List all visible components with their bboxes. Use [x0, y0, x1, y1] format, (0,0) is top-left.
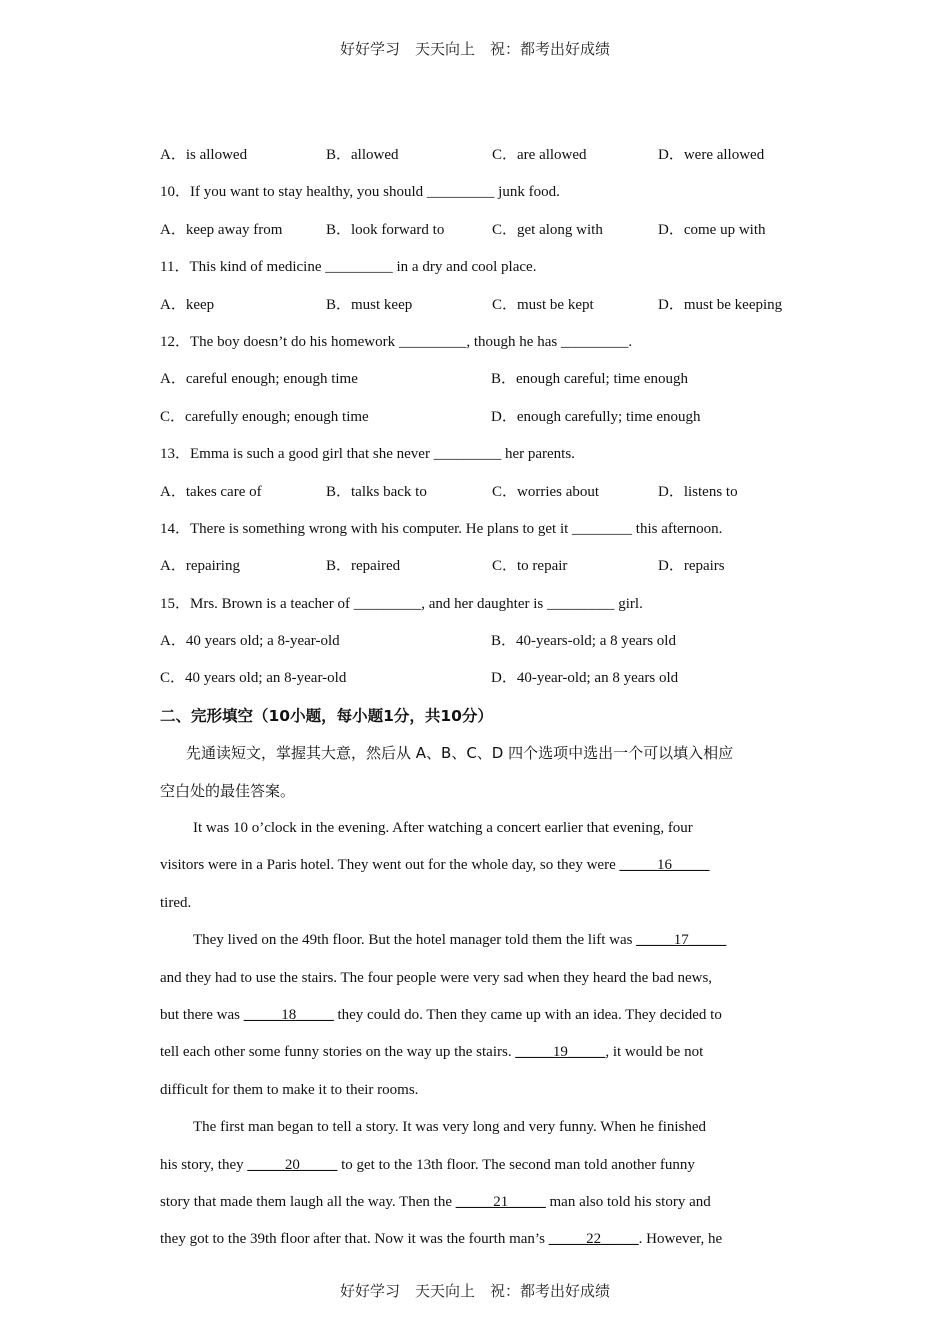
blank-21: _____21_____ [455, 1193, 546, 1210]
q12-stem: 12．The boy doesn’t do his homework _________, though he has _________. [160, 333, 633, 350]
option-c: C．carefully enough; enough time [160, 408, 369, 425]
blank-22: _____22_____ [548, 1231, 639, 1248]
option-b: B．repaired [326, 558, 401, 575]
page-header: 好好学习 天天向上 祝：都考出好成绩 [339, 40, 610, 58]
option-a: A．takes care of [160, 483, 262, 500]
passage-text: . However, he [638, 1231, 723, 1248]
blank-17: _____17_____ [636, 932, 727, 949]
blank-18: _____18_____ [243, 1006, 334, 1023]
option-c: C．must be kept [492, 296, 594, 313]
section-instruction: 先通读短文，掌握其大意，然后从 A、B、C、D 四个选项中选出一个可以填入相应 [186, 744, 734, 763]
option-d: D．were allowed [658, 147, 765, 163]
q9-options [160, 140, 800, 177]
passage-line: The first man began to tell a story. It was very long and very funny. When he finished [193, 1119, 707, 1136]
q13-options [160, 477, 800, 514]
q14-options [160, 551, 800, 588]
passage-line [160, 850, 800, 887]
option-c: C．40 years old; an 8-year-old [160, 670, 347, 687]
passage-text: visitors were in a Paris hotel. They went out for the whole day, so they were [160, 857, 620, 874]
q15-options-row1 [160, 626, 800, 663]
passage-text: they could do. Then they came up with an idea. They decided to [333, 1006, 722, 1023]
passage-text: man also told his story and [545, 1193, 711, 1210]
blank-20: _____20_____ [247, 1156, 338, 1173]
section-instruction-cont: 空白处的最佳答案。 [160, 781, 296, 800]
q10-stem: 10．If you want to stay healthy, you should _________ junk food. [160, 184, 560, 201]
option-a: A．repairing [160, 558, 240, 575]
passage-text: they got to the 39th floor after that. Now it was the fourth man’s [160, 1231, 549, 1248]
option-c: C．get along with [492, 221, 603, 238]
option-b: B．40-years-old; a 8 years old [491, 633, 676, 650]
passage-text: They lived on the 49th floor. But the hotel manager told them the lift was [193, 932, 637, 949]
passage-line [160, 925, 800, 962]
option-a: A．40 years old; a 8-year-old [160, 633, 340, 650]
passage-text: to get to the 13th floor. The second man told another funny [337, 1156, 695, 1173]
option-d: D．come up with [658, 221, 766, 238]
q12-options-row1 [160, 364, 800, 401]
option-c: C．worries about [492, 483, 600, 500]
option-a: A．keep away from [160, 221, 283, 238]
option-d: D．repairs [658, 558, 725, 575]
option-a: A．careful enough; enough time [160, 371, 358, 388]
option-d: D．listens to [658, 483, 738, 500]
passage-line [160, 1037, 800, 1074]
passage-text: tell each other some funny stories on the way up the stairs. [160, 1044, 516, 1061]
blank-19: _____19_____ [515, 1044, 606, 1061]
passage-text: story that made them laugh all the way. Then the [160, 1193, 456, 1210]
passage-line: It was 10 o’clock in the evening. After watching a concert earlier that evening, four [193, 820, 693, 837]
passage-line [160, 1150, 800, 1187]
page-footer: 好好学习 天天向上 祝：都考出好成绩 [339, 1282, 610, 1300]
q15-stem: 15．Mrs. Brown is a teacher of _________, and her daughter is _________ girl. [160, 595, 643, 612]
blank-16: _____16_____ [619, 857, 710, 874]
q13-stem: 13．Emma is such a good girl that she never _________ her parents. [160, 446, 575, 463]
option-d: D．enough carefully; time enough [491, 408, 701, 425]
passage-line [160, 1224, 800, 1261]
q10-options [160, 215, 800, 252]
option-d: D．40-year-old; an 8 years old [491, 670, 679, 687]
option-c: C．are allowed [492, 147, 587, 163]
passage-text: but there was [160, 1006, 244, 1023]
section-title: 二、完形填空（10小题，每小题1分，共10分） [160, 706, 493, 725]
option-c: C．to repair [492, 558, 568, 575]
option-b: B．enough careful; time enough [491, 371, 689, 388]
passage-line: difficult for them to make it to their rooms. [160, 1081, 419, 1098]
passage-text: his story, they [160, 1156, 248, 1173]
q11-stem: 11．This kind of medicine _________ in a dry and cool place. [160, 259, 537, 276]
option-d: D．must be keeping [658, 296, 783, 313]
option-b: B．talks back to [326, 483, 427, 500]
option-b: B．must keep [326, 296, 413, 313]
passage-text: , it would be not [605, 1044, 704, 1061]
passage-line: and they had to use the stairs. The four people were very sad when they heard the bad news, [160, 969, 713, 986]
passage-line [160, 1000, 800, 1037]
passage-line [160, 1187, 800, 1224]
q12-options-row2 [160, 402, 800, 439]
exam-content [160, 140, 800, 1262]
passage-line: tired. [160, 894, 192, 911]
option-b: B．allowed [326, 147, 399, 163]
option-a: A．is allowed [160, 147, 248, 163]
q14-stem: 14．There is something wrong with his computer. He plans to get it ________ this afternoon. [160, 520, 723, 537]
q15-options-row2 [160, 663, 800, 700]
option-a: A．keep [160, 296, 215, 313]
option-b: B．look forward to [326, 221, 445, 238]
q11-options [160, 290, 800, 327]
